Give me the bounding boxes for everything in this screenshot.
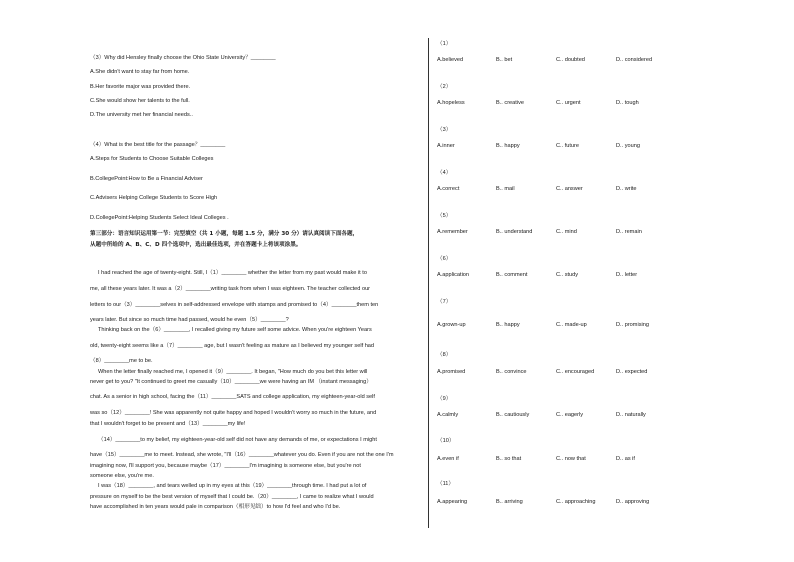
passage-line: someone else, you're me. xyxy=(90,473,154,479)
passage-line: that I wouldn't forget to be present and（13）________my life! xyxy=(90,421,246,427)
passage-line: was so（12）________! She was apparently not quite happy and hoped I wouldn't worry so much in the future, and xyxy=(90,410,377,416)
question-number: （6） xyxy=(437,256,452,262)
passage-line: I was（18）________, and tears welled up in my eyes at this（19）________through time. I had put a lot of xyxy=(98,483,367,489)
q4-option-b: B.CollegePoint:How to Be a Financial Adviser xyxy=(90,176,203,182)
q3-option-d: D.The university met her financial needs.. xyxy=(90,112,193,118)
passage-line: Thinking back on the（6）________, I recalled giving my future self some advice. When you're eighteen Years xyxy=(98,327,372,333)
answer-option-a: A.believed xyxy=(437,57,464,63)
passage-line: imagining now, I'll support you, because maybe（17）________I'm imagining is someone else, but you're not xyxy=(90,463,361,469)
question-number: （10） xyxy=(437,438,455,444)
answer-option-d: D.. young xyxy=(616,143,640,149)
answer-option-d: D.. tough xyxy=(616,100,639,106)
answer-option-d: D.. naturally xyxy=(616,412,646,418)
passage-line: I had reached the age of twenty-eight. Still, I（1）________ whether the letter from my past would make it to xyxy=(98,270,367,276)
answer-option-d: D.. write xyxy=(616,186,637,192)
answer-option-b: B.. comment xyxy=(496,272,528,278)
answer-option-c: C.. eagerly xyxy=(556,412,584,418)
answer-option-a: A.correct xyxy=(437,186,460,192)
question-number: （4） xyxy=(437,170,452,176)
question-number: （9） xyxy=(437,396,452,402)
answer-option-a: A.promised xyxy=(437,369,466,375)
answer-option-b: B.. happy xyxy=(496,322,520,328)
question-number: （8） xyxy=(437,352,452,358)
part-heading-line-2: 从题中所给的 A、B、C、D 四个选项中，选出最佳选项，并在答题卡上将该项涂黑。 xyxy=(90,242,302,248)
passage-line: old, twenty-eight seems like a（7）________ age, but I wasn't feeling as mature as I believed my younger self had xyxy=(90,343,375,349)
answer-option-a: A.appearing xyxy=(437,499,468,505)
passage-line: me, all these years later. It was a（2）________writing task from when I was eighteen. The teacher collected our xyxy=(90,286,371,292)
q3-option-b: B.Her favorite major was provided there. xyxy=(90,84,191,90)
passage-line: have accomplished in ten years would pale in comparison（相形见绌）to how I'd feel and who I'd be. xyxy=(90,504,341,510)
passage-line: never get to you? "It continued to greet me casually（10）________we were having an IM （instant messaging） xyxy=(90,379,372,385)
answer-option-c: C.. approaching xyxy=(556,499,596,505)
answer-option-d: D.. remain xyxy=(616,229,642,235)
answer-option-d: D.. expected xyxy=(616,369,648,375)
column-divider xyxy=(428,38,429,528)
answer-option-a: A.application xyxy=(437,272,470,278)
answer-option-b: B.. happy xyxy=(496,143,520,149)
question-number: （5） xyxy=(437,213,452,219)
answer-option-b: B.. convince xyxy=(496,369,527,375)
passage-line: pressure on myself to be the best version of myself that I could be.（20）________, I came to realize what I would xyxy=(90,494,374,500)
q3-option-c: C.She would show her talents to the full. xyxy=(90,98,190,104)
answer-option-d: D.. considered xyxy=(616,57,653,63)
answer-option-a: A.hopeless xyxy=(437,100,465,106)
answer-option-b: B.. so that xyxy=(496,456,522,462)
answer-option-c: C.. mind xyxy=(556,229,577,235)
question-number: （2） xyxy=(437,84,452,90)
answer-option-d: D.. promising xyxy=(616,322,649,328)
q3-option-a: A.She didn't want to stay far from home. xyxy=(90,69,190,75)
q4-option-a: A.Steps for Students to Choose Suitable Colleges xyxy=(90,156,214,162)
passage-line: （14）________to my belief, my eighteen-year-old self did not have any demands of me, or expectations I might xyxy=(98,437,377,443)
answer-option-a: A.grown-up xyxy=(437,322,466,328)
q4-option-d: D.CollegePoint:Helping Students Select Ideal Colleges . xyxy=(90,215,229,221)
passage-line: When the letter finally reached me, I opened it（9）________. It began, "How much do you bet this letter will xyxy=(98,369,368,375)
answer-option-c: C.. future xyxy=(556,143,580,149)
answer-option-b: B.. cautiously xyxy=(496,412,530,418)
passage-line: years later. But since so much time had passed, would he even（5）________? xyxy=(90,317,289,323)
answer-option-a: A.calmly xyxy=(437,412,459,418)
answer-option-b: B.. bet xyxy=(496,57,513,63)
answer-option-c: C.. now that xyxy=(556,456,586,462)
answer-option-d: D.. as if xyxy=(616,456,635,462)
part-heading-line-1: 第三部分：语言知识运用第一节：完型填空（共 1 小题，每题 1.5 分，满分 30 分）请认真阅读下面各题， xyxy=(90,231,359,237)
answer-option-b: B.. arriving xyxy=(496,499,523,505)
answer-option-c: C.. urgent xyxy=(556,100,581,106)
answer-option-c: C.. encouraged xyxy=(556,369,595,375)
answer-option-b: B.. understand xyxy=(496,229,533,235)
question-number: （11） xyxy=(437,481,454,487)
answer-option-a: A.remember xyxy=(437,229,468,235)
answer-option-c: C.. study xyxy=(556,272,579,278)
question-number: （7） xyxy=(437,299,452,305)
passage-line: letters to our（3）________selves in self-addressed envelope with stamps and promised to（4）________them ten xyxy=(90,302,379,308)
q4-stem: （4）What is the best title for the passage？________ xyxy=(90,142,226,148)
question-number: （3） xyxy=(437,127,452,133)
answer-option-a: A.even if xyxy=(437,456,459,462)
question-number: （1） xyxy=(437,41,452,47)
answer-option-a: A.inner xyxy=(437,143,455,149)
answer-option-b: B.. mail xyxy=(496,186,515,192)
q3-stem: （3）Why did Hensley finally choose the Ohio State University？________ xyxy=(90,55,276,61)
passage-line: have（15）________me to meet. Instead, she wrote, "I'll（16）________whatever you do. Even if you are not the one I'm xyxy=(90,452,394,458)
answer-option-d: D.. letter xyxy=(616,272,638,278)
answer-option-b: B.. creative xyxy=(496,100,524,106)
q4-option-c: C.Advisers Helping College Students to Score High xyxy=(90,195,218,201)
answer-option-d: D.. approving xyxy=(616,499,650,505)
passage-line: chat. As a senior in high school, facing the（11）________SATS and college application, my eighteen-year-old self xyxy=(90,394,375,400)
answer-option-c: C.. made-up xyxy=(556,322,587,328)
passage-line: （8）________me to be. xyxy=(90,358,153,364)
answer-option-c: C.. doubted xyxy=(556,57,585,63)
answer-option-c: C.. answer xyxy=(556,186,583,192)
